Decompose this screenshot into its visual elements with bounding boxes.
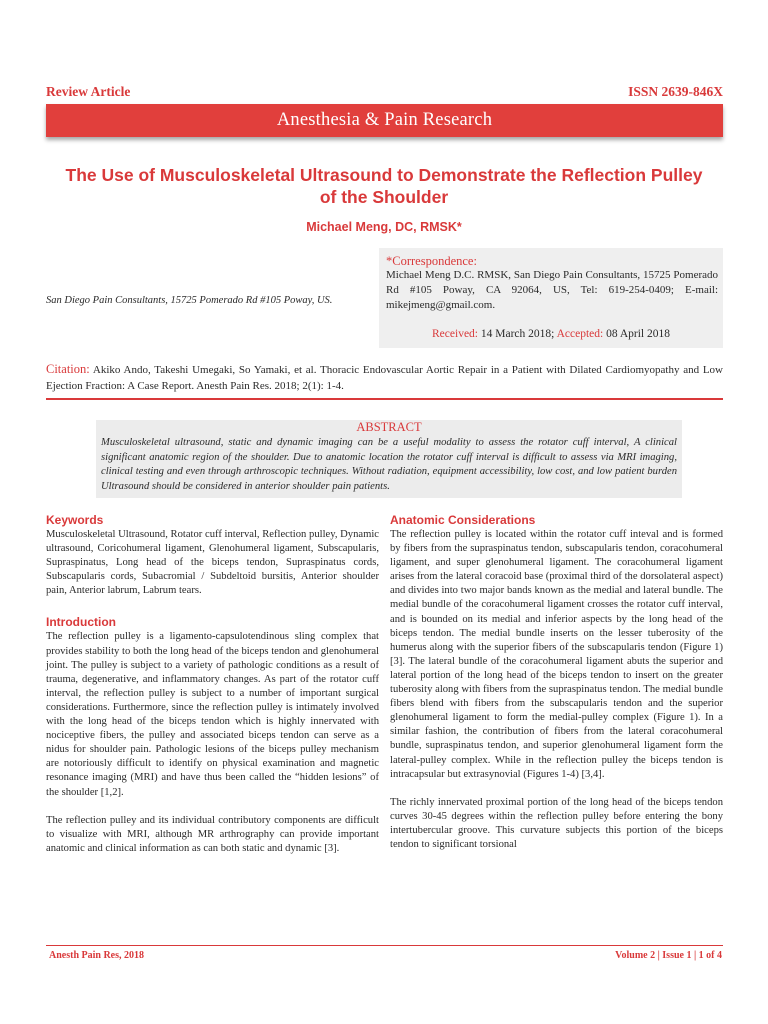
received-date: 14 March 2018;	[480, 328, 555, 340]
header-bar	[46, 84, 723, 102]
journal-banner	[46, 104, 723, 137]
right-column	[390, 512, 723, 852]
article-dates	[379, 328, 723, 340]
keywords-heading: Keywords	[46, 513, 104, 527]
introduction-paragraph: The reflection pulley is a ligamento-capsulotendinous sling complex that provides stability to both the long head of the biceps tendon and glenohumeral joint. The pulley is subject to a variety of pathologic conditions as a result of trauma, degenerative, and inflammatory changes. As part of the rotator cuff interval, the reflection pulley is subject to a number of important surgical considerations. Furthermore, since the reflection pulley is intimately involved with the long head of the biceps tendon which is highly innervated with nociceptive fibers, the pulley and associated biceps tendon can serve as a nidus for shoulder pain. Pathologic lesions of the biceps pulley mechanism are notoriously difficult to identify on physical examination and magnetic resonance imaging (MRI) and have thus been called the “hidden lesions” of the shoulder [1,2].	[46, 631, 379, 798]
keywords-text: Musculoskeletal Ultrasound, Rotator cuff interval, Reflection pulley, Dynamic ultrasound, Coricohumeral ligament, Glenohumeral ligament, Subscapularis, Supraspinatus, Long head of the biceps tendon, Supraspinatus cords, Subscapularis cords, Subacromial / Subdeltoid bursitis, Anterior shoulder pain, Anterior labrum, Labrum tears.	[46, 529, 379, 597]
section-divider	[46, 398, 723, 400]
article-type: Review Article	[46, 84, 131, 99]
left-column	[46, 512, 379, 856]
correspondence-text: Michael Meng D.C. RMSK, San Diego Pain Consultants, 15725 Pomerado Rd #105 Poway, CA 92064, US, Tel: 619-254-0409; E-mail: mikejmeng@gmail.com.	[386, 269, 718, 311]
footer-divider	[46, 945, 723, 946]
citation	[46, 361, 723, 394]
accepted-date: 08 April 2018	[606, 328, 670, 340]
anatomic-considerations-heading: Anatomic Considerations	[390, 513, 536, 527]
correspondence-box	[379, 248, 723, 348]
author-name: Michael Meng, DC, RMSK*	[306, 220, 462, 234]
article-title: The Use of Musculoskeletal Ultrasound to Demonstrate the Reflection Pulley of the Shoulder	[65, 165, 703, 207]
citation-text: Akiko Ando, Takeshi Umegaki, So Yamaki, et al. Thoracic Endovascular Aortic Repair in a Patient with Dilated Cardiomyopathy and Low Ejection Fraction: A Case Report. Anesth Pain Res. 2018; 2(1): 1-4.	[46, 364, 723, 392]
affiliation: San Diego Pain Consultants, 15725 Pomerado Rd #105 Poway, US.	[46, 295, 333, 306]
journal-name: Anesthesia & Pain Research	[276, 110, 493, 130]
abstract-box	[96, 420, 682, 498]
anatomy-paragraph: The reflection pulley is located within the rotator cuff inteval and is formed by fibers from the supraspinatus tendon, subscapularis tendon, coracohumeral ligament, and super glenohumeral ligament. The coracohumeral ligament arises from the lateral coracoid base (proximal third of the dorsolateral aspect) and divides into two major bands known as the medial and lateral bundle. The medial bundle of the coracohumeral ligament crosses the rotator cuff interval, and is bounded on its medial and inferior aspects by the long head of the biceps tendon. The medial bundle inserts on the lesser tuberosity of the humerus along with the superior fibers of the subscapularis tendon (Figure 1) [3]. The lateral bundle of the coracohumeral ligament abuts the superior and lateral portion of the long head of the biceps tendon to insert on the greater tuberosity along with fibers from the supraspinatus tendon. The medial bundle fibers blend with fibers from the subscapularis tendon and the superior glenohumeral ligament to form the medial-pulley complex (Figure 1). In a similar fashion, the contribution of fibers from the lateral coracohumeral bundle, supraspinatus tendon, and superior glenohumeral ligament form the lateral-pulley complex. While in the reflection pulley the biceps tendon is intracapsular but extrasynovial (Figures 1-4) [3,4].	[390, 529, 723, 780]
footer-journal: Anesth Pain Res, 2018	[49, 950, 145, 961]
issn: ISSN 2639-846X	[628, 84, 723, 99]
introduction-paragraph-2: The reflection pulley and its individual contributory components are difficult to visualize with MRI, although MR arthrography can provide important anatomic and clinical information as can both static and dynamic [3].	[46, 814, 379, 854]
footer-page-info: Volume 2 | Issue 1 | 1 of 4	[615, 950, 722, 961]
accepted-label: Accepted:	[556, 328, 604, 340]
received-label: Received:	[432, 328, 478, 340]
anatomy-paragraph-2: The richly innervated proximal portion of the long head of the biceps tendon curves 30-45 degrees within the reflection pulley before entering the bony intertubercular groove. This curvature subjects this portion of the biceps tendon to significant torsional	[390, 796, 723, 850]
correspondence-heading: *Correspondence:	[386, 254, 477, 268]
citation-label: Citation:	[46, 362, 90, 376]
abstract-text: Musculoskeletal ultrasound, static and dynamic imaging can be a useful modality to assess the rotator cuff interval, A clinical significant anatomic region of the shoulder. Due to anatomic location the rotator cuff interval is difficult to assess via MRI imaging, clinical testing and even through arthroscopic techniques. Without radiation, equipment accessibility, low cost, and low patient burden Ultrasound should be considered in anterior shoulder pain patients.	[101, 437, 677, 492]
abstract-heading: ABSTRACT	[356, 420, 422, 434]
introduction-heading: Introduction	[46, 615, 116, 630]
